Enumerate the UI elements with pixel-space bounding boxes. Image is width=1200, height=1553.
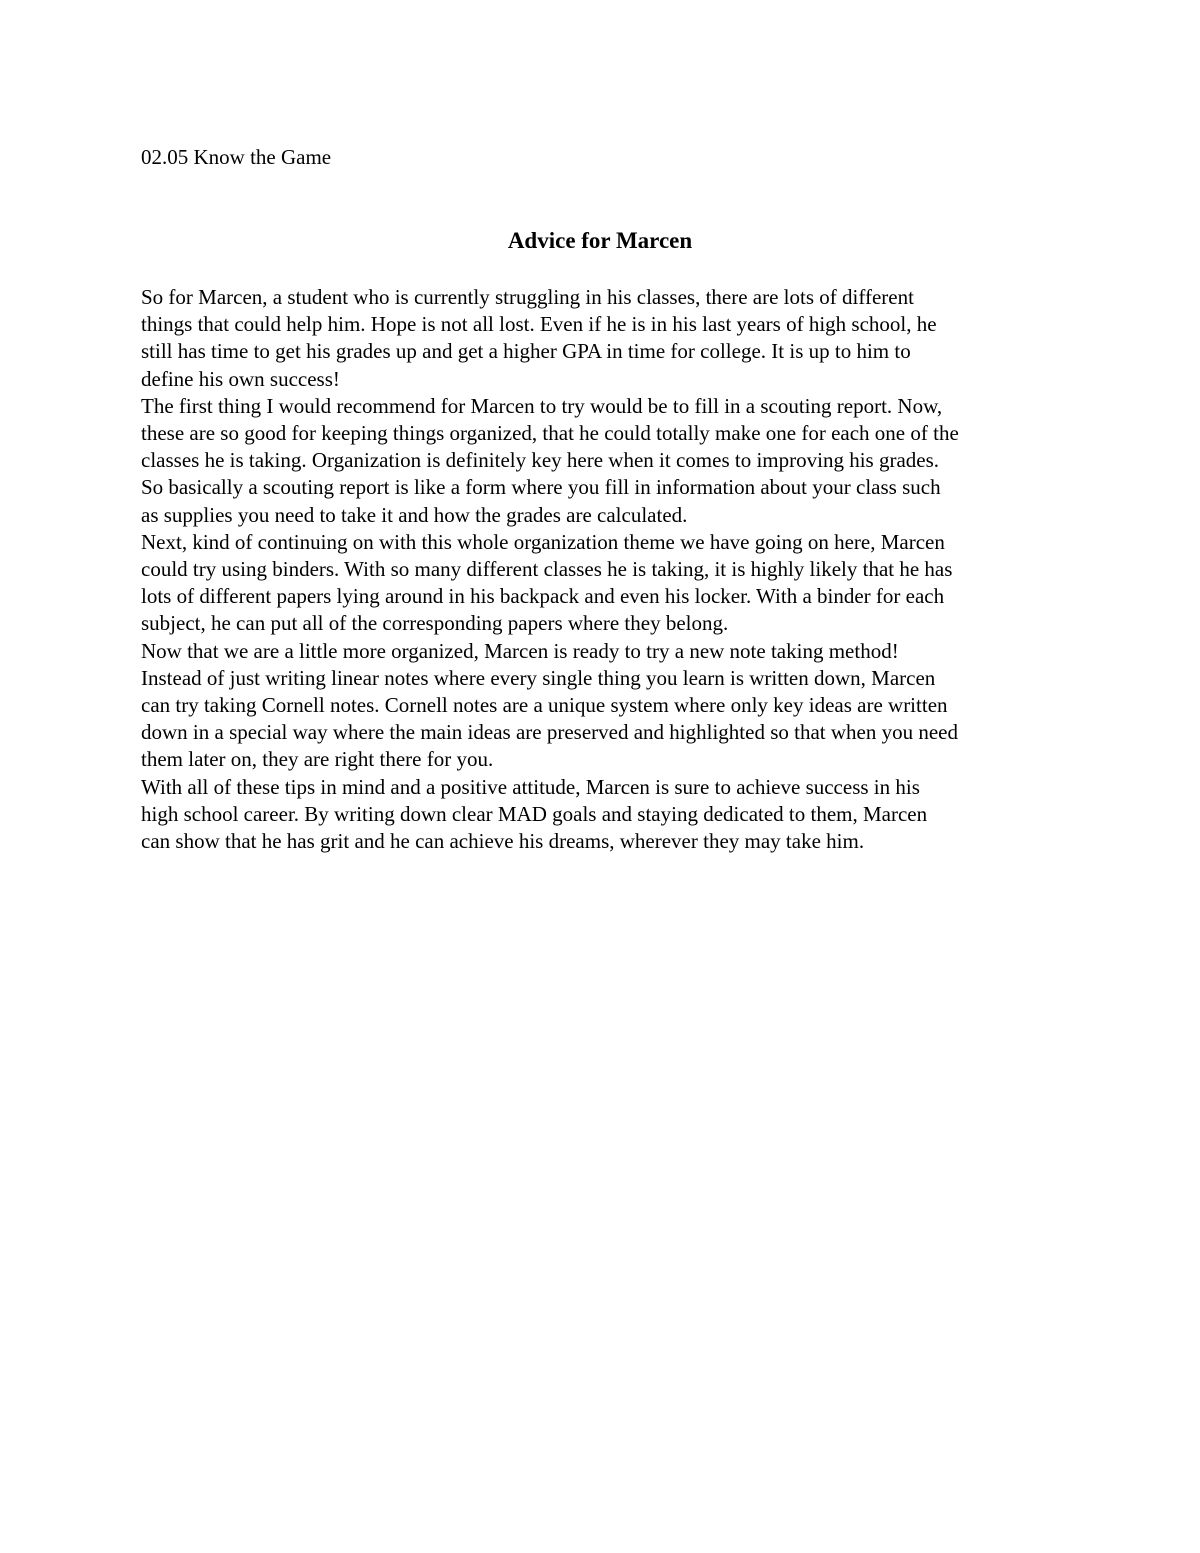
text-line: still has time to get his grades up and get a higher GPA in time for college. It is up to him to (141, 339, 911, 364)
assignment-header: 02.05 Know the Game (141, 145, 332, 169)
document-title: Advice for Marcen (507, 228, 693, 253)
text-line: could try using binders. With so many different classes he is taking, it is highly likely that he has (141, 557, 953, 582)
text-line: lots of different papers lying around in his backpack and even his locker. With a binder for each (141, 584, 945, 609)
text-line: down in a special way where the main ideas are preserved and highlighted so that when you need (141, 720, 958, 745)
text-line: The first thing I would recommend for Marcen to try would be to fill in a scouting report. Now, (141, 393, 943, 418)
text-line: as supplies you need to take it and how the grades are calculated. (141, 502, 688, 527)
text-line: So basically a scouting report is like a form where you fill in information about your class such (141, 475, 941, 500)
text-line: define his own success! (141, 366, 340, 391)
body-text (141, 284, 1081, 855)
text-line: them later on, they are right there for you. (141, 747, 494, 772)
text-line: So for Marcen, a student who is currently struggling in his classes, there are lots of different (141, 285, 914, 309)
text-line: things that could help him. Hope is not all lost. Even if he is in his last years of high school, he (141, 312, 937, 337)
text-line: subject, he can put all of the corresponding papers where they belong. (141, 611, 729, 636)
text-line: With all of these tips in mind and a positive attitude, Marcen is sure to achieve success in his (141, 774, 920, 799)
text-line: Now that we are a little more organized, Marcen is ready to try a new note taking method! (141, 638, 899, 663)
text-line: can try taking Cornell notes. Cornell notes are a unique system where only key ideas are written (141, 693, 948, 718)
text-line: high school career. By writing down clear MAD goals and staying dedicated to them, Marcen (141, 801, 928, 826)
text-line: these are so good for keeping things organized, that he could totally make one for each one of the (141, 421, 959, 446)
text-line: Next, kind of continuing on with this whole organization theme we have going on here, Marcen (141, 529, 945, 554)
text-line: classes he is taking. Organization is definitely key here when it comes to improving his grades. (141, 448, 940, 473)
text-line: can show that he has grit and he can achieve his dreams, wherever they may take him. (141, 829, 865, 854)
text-line: Instead of just writing linear notes where every single thing you learn is written down, Marcen (141, 665, 936, 690)
